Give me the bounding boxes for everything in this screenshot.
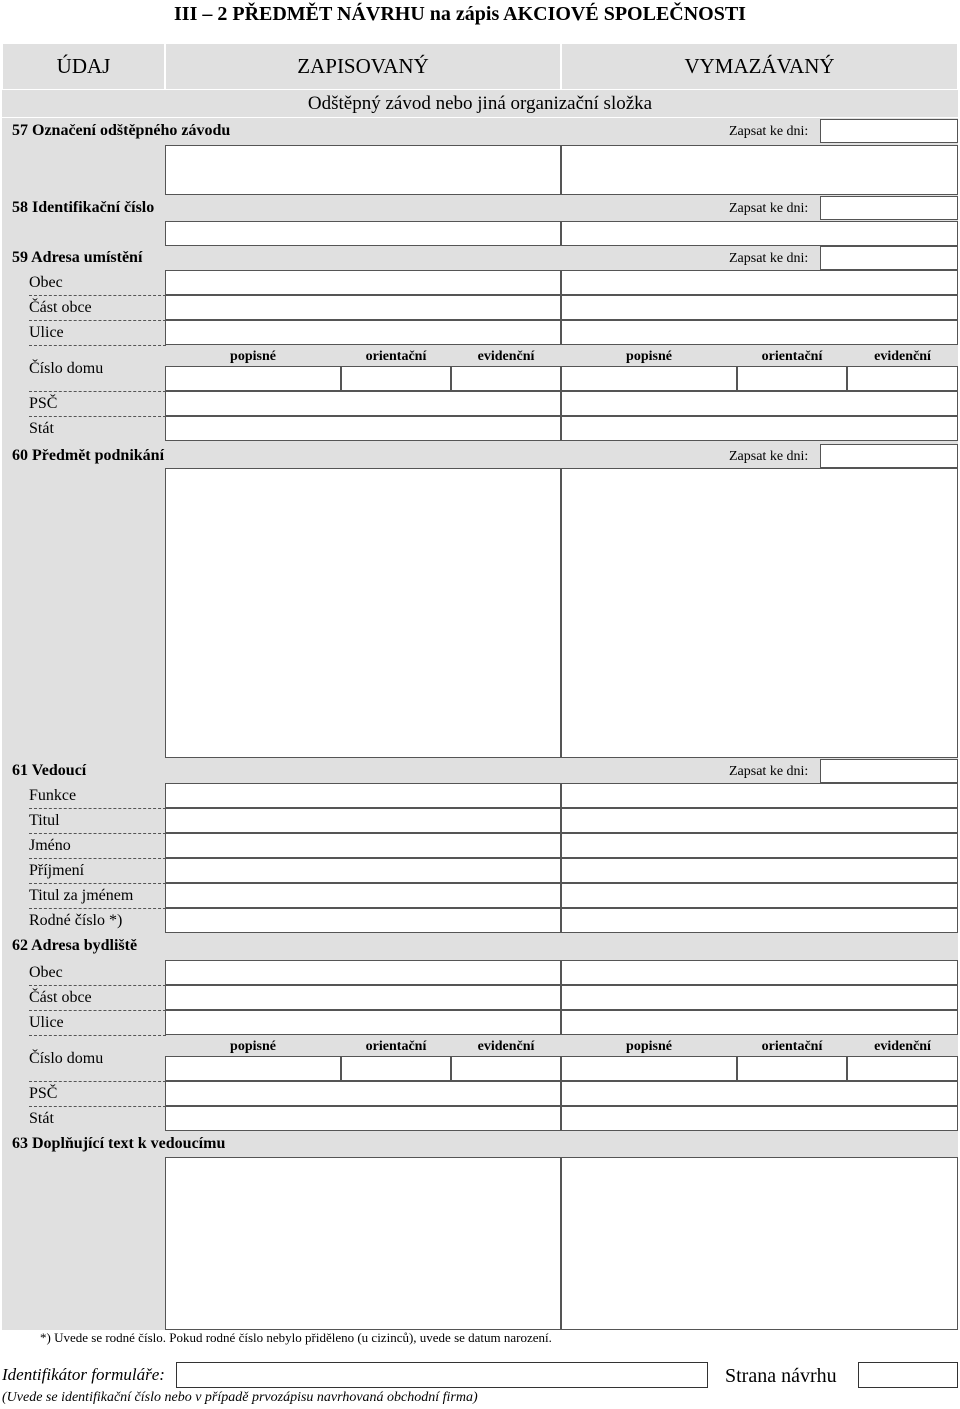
page-title: III – 2 PŘEDMĚT NÁVRHU na zápis AKCIOVÉ SPOLEČNOSTI bbox=[174, 3, 746, 25]
addr59-evidencni-zapisovany[interactable] bbox=[451, 366, 561, 391]
field-61-label: 61 Vedoucí bbox=[12, 762, 87, 779]
col-popisne: popisné bbox=[230, 349, 276, 364]
addr62-evidencni-vymazavany[interactable] bbox=[847, 1056, 958, 1081]
dashed-divider bbox=[29, 320, 166, 321]
address-stat-label: Stát bbox=[29, 1110, 54, 1127]
column-header-udaj: ÚDAJ bbox=[2, 43, 165, 90]
dashed-divider bbox=[29, 858, 166, 859]
person-jmeno-vymazavany[interactable] bbox=[561, 833, 958, 858]
zapsat-ke-dni-label: Zapsat ke dni: bbox=[729, 764, 809, 779]
addr59-popisne-vymazavany[interactable] bbox=[561, 366, 737, 391]
field-59-date-input[interactable] bbox=[820, 246, 958, 270]
col-popisne: popisné bbox=[230, 1039, 276, 1054]
field-57-vymazavany-input[interactable] bbox=[561, 145, 958, 195]
field-60-date-input[interactable] bbox=[820, 444, 958, 468]
addr59-evidencni-vymazavany[interactable] bbox=[847, 366, 958, 391]
col-evidencni: evidenční bbox=[477, 1039, 535, 1054]
person-funkce-label: Funkce bbox=[29, 787, 77, 804]
address-psc-label: PSČ bbox=[29, 1085, 58, 1102]
addr59-obec-zapisovany[interactable] bbox=[165, 270, 561, 295]
person-jmeno-label: Jméno bbox=[29, 837, 71, 854]
addr62-psc-vymazavany[interactable] bbox=[561, 1081, 958, 1106]
person-jmeno-zapisovany[interactable] bbox=[165, 833, 561, 858]
field-58-zapisovany-input[interactable] bbox=[165, 221, 561, 246]
col-popisne: popisné bbox=[626, 349, 672, 364]
col-popisne: popisné bbox=[626, 1039, 672, 1054]
dashed-divider bbox=[29, 908, 166, 909]
field-60-vymazavany-input[interactable] bbox=[561, 468, 958, 758]
field-63-label: 63 Doplňující text k vedoucímu bbox=[12, 1135, 226, 1152]
addr62-obec-vymazavany[interactable] bbox=[561, 960, 958, 985]
addr62-ulice-vymazavany[interactable] bbox=[561, 1010, 958, 1035]
addr59-stat-zapisovany[interactable] bbox=[165, 416, 561, 441]
zapsat-ke-dni-label: Zapsat ke dni: bbox=[729, 449, 809, 464]
field-60-zapisovany-input[interactable] bbox=[165, 468, 561, 758]
addr59-cast-obce-zapisovany[interactable] bbox=[165, 295, 561, 320]
field-57-date-input[interactable] bbox=[820, 119, 958, 143]
zapsat-ke-dni-label: Zapsat ke dni: bbox=[729, 124, 809, 139]
addr59-orientacni-vymazavany[interactable] bbox=[737, 366, 847, 391]
addr59-orientacni-zapisovany[interactable] bbox=[341, 366, 451, 391]
dashed-divider bbox=[29, 985, 166, 986]
dashed-divider bbox=[29, 883, 166, 884]
addr59-psc-zapisovany[interactable] bbox=[165, 391, 561, 416]
field-58-date-input[interactable] bbox=[820, 196, 958, 220]
column-header-vymazavany: VYMAZÁVANÝ bbox=[561, 43, 958, 90]
person-prijmeni-vymazavany[interactable] bbox=[561, 858, 958, 883]
strana-navrhu-label: Strana návrhu bbox=[725, 1365, 837, 1387]
section-title: Odštěpný závod nebo jiná organizační složka bbox=[307, 93, 653, 114]
addr62-ulice-zapisovany[interactable] bbox=[165, 1010, 561, 1035]
addr59-stat-vymazavany[interactable] bbox=[561, 416, 958, 441]
field-62-label: 62 Adresa bydliště bbox=[12, 937, 138, 954]
person-prijmeni-label: Příjmení bbox=[29, 862, 85, 879]
address-obec-label: Obec bbox=[29, 274, 63, 291]
col-orientacni: orientační bbox=[761, 1039, 823, 1054]
dashed-divider bbox=[29, 1010, 166, 1011]
dashed-divider bbox=[29, 295, 166, 296]
address-cislo-domu-label: Číslo domu bbox=[29, 360, 104, 377]
addr62-psc-zapisovany[interactable] bbox=[165, 1081, 561, 1106]
dashed-divider bbox=[29, 416, 166, 417]
dashed-divider bbox=[29, 1081, 166, 1082]
person-titul-label: Titul bbox=[29, 812, 60, 829]
row-divider bbox=[2, 117, 958, 118]
addr59-ulice-zapisovany[interactable] bbox=[165, 320, 561, 345]
address-cast-obce-label: Část obce bbox=[29, 989, 92, 1006]
dashed-divider bbox=[29, 1035, 166, 1036]
col-orientacni: orientační bbox=[761, 349, 823, 364]
address-ulice-label: Ulice bbox=[29, 1014, 64, 1031]
identifikator-note: (Uvede se identifikační číslo nebo v případě prvozápisu navrhovaná obchodní firma) bbox=[2, 1390, 478, 1405]
addr59-psc-vymazavany[interactable] bbox=[561, 391, 958, 416]
person-prijmeni-zapisovany[interactable] bbox=[165, 858, 561, 883]
field-60-label: 60 Předmět podnikání bbox=[12, 447, 165, 464]
field-59-label: 59 Adresa umístění bbox=[12, 249, 143, 266]
address-stat-label: Stát bbox=[29, 420, 54, 437]
addr59-ulice-vymazavany[interactable] bbox=[561, 320, 958, 345]
col-evidencni: evidenční bbox=[874, 349, 931, 364]
field-63-vymazavany-input[interactable] bbox=[561, 1157, 958, 1330]
zapsat-ke-dni-label: Zapsat ke dni: bbox=[729, 201, 809, 216]
person-titul-vymazavany[interactable] bbox=[561, 808, 958, 833]
addr62-stat-zapisovany[interactable] bbox=[165, 1106, 561, 1131]
addr62-evidencni-zapisovany[interactable] bbox=[451, 1056, 561, 1081]
addr62-orientacni-zapisovany[interactable] bbox=[341, 1056, 451, 1081]
dashed-divider bbox=[29, 1106, 166, 1107]
dashed-divider bbox=[29, 391, 166, 392]
addr62-cast-obce-zapisovany[interactable] bbox=[165, 985, 561, 1010]
address-cislo-domu-label: Číslo domu bbox=[29, 1050, 104, 1067]
identifikator-input[interactable] bbox=[176, 1362, 708, 1388]
dashed-divider bbox=[29, 833, 166, 834]
form-sheet bbox=[2, 43, 958, 1330]
addr62-popisne-vymazavany[interactable] bbox=[561, 1056, 737, 1081]
addr59-popisne-zapisovany[interactable] bbox=[165, 366, 341, 391]
field-58-label: 58 Identifikační číslo bbox=[12, 199, 155, 216]
addr62-popisne-zapisovany[interactable] bbox=[165, 1056, 341, 1081]
address-cast-obce-label: Část obce bbox=[29, 299, 92, 316]
addr59-cast-obce-vymazavany[interactable] bbox=[561, 295, 958, 320]
person-funkce-vymazavany[interactable] bbox=[561, 783, 958, 808]
dashed-divider bbox=[29, 808, 166, 809]
identifikator-label: Identifikátor formuláře: bbox=[2, 1365, 165, 1384]
person-titul-za-vymazavany[interactable] bbox=[561, 883, 958, 908]
person-titul-za-label: Titul za jménem bbox=[29, 887, 134, 904]
person-rodne-cislo-vymazavany[interactable] bbox=[561, 908, 958, 933]
person-funkce-zapisovany[interactable] bbox=[165, 783, 561, 808]
field-63-zapisovany-input[interactable] bbox=[165, 1157, 561, 1330]
column-header-zapisovany: ZAPISOVANÝ bbox=[165, 43, 561, 90]
strana-navrhu-input[interactable] bbox=[858, 1362, 958, 1388]
addr59-obec-vymazavany[interactable] bbox=[561, 270, 958, 295]
footnote: *) Uvede se rodné číslo. Pokud rodné číslo nebylo přiděleno (u cizinců), uvede se datum narození. bbox=[40, 1330, 552, 1345]
person-titul-zapisovany[interactable] bbox=[165, 808, 561, 833]
field-58-vymazavany-input[interactable] bbox=[561, 221, 958, 246]
addr62-cast-obce-vymazavany[interactable] bbox=[561, 985, 958, 1010]
field-57-zapisovany-input[interactable] bbox=[165, 145, 561, 195]
address-ulice-label: Ulice bbox=[29, 324, 64, 341]
person-rodne-cislo-zapisovany[interactable] bbox=[165, 908, 561, 933]
addr62-stat-vymazavany[interactable] bbox=[561, 1106, 958, 1131]
zapsat-ke-dni-label: Zapsat ke dni: bbox=[729, 251, 809, 266]
field-61-date-input[interactable] bbox=[820, 759, 958, 783]
address-obec-label: Obec bbox=[29, 964, 63, 981]
person-titul-za-zapisovany[interactable] bbox=[165, 883, 561, 908]
col-orientacni: orientační bbox=[365, 349, 427, 364]
field-57-label: 57 Označení odštěpného závodu bbox=[12, 122, 231, 139]
addr62-orientacni-vymazavany[interactable] bbox=[737, 1056, 847, 1081]
col-evidencni: evidenční bbox=[477, 349, 535, 364]
dashed-divider bbox=[29, 345, 166, 346]
address-psc-label: PSČ bbox=[29, 395, 58, 412]
col-evidencni: evidenční bbox=[874, 1039, 931, 1054]
person-rodne-cislo-label: Rodné číslo *) bbox=[29, 912, 123, 929]
col-orientacni: orientační bbox=[365, 1039, 427, 1054]
addr62-obec-zapisovany[interactable] bbox=[165, 960, 561, 985]
